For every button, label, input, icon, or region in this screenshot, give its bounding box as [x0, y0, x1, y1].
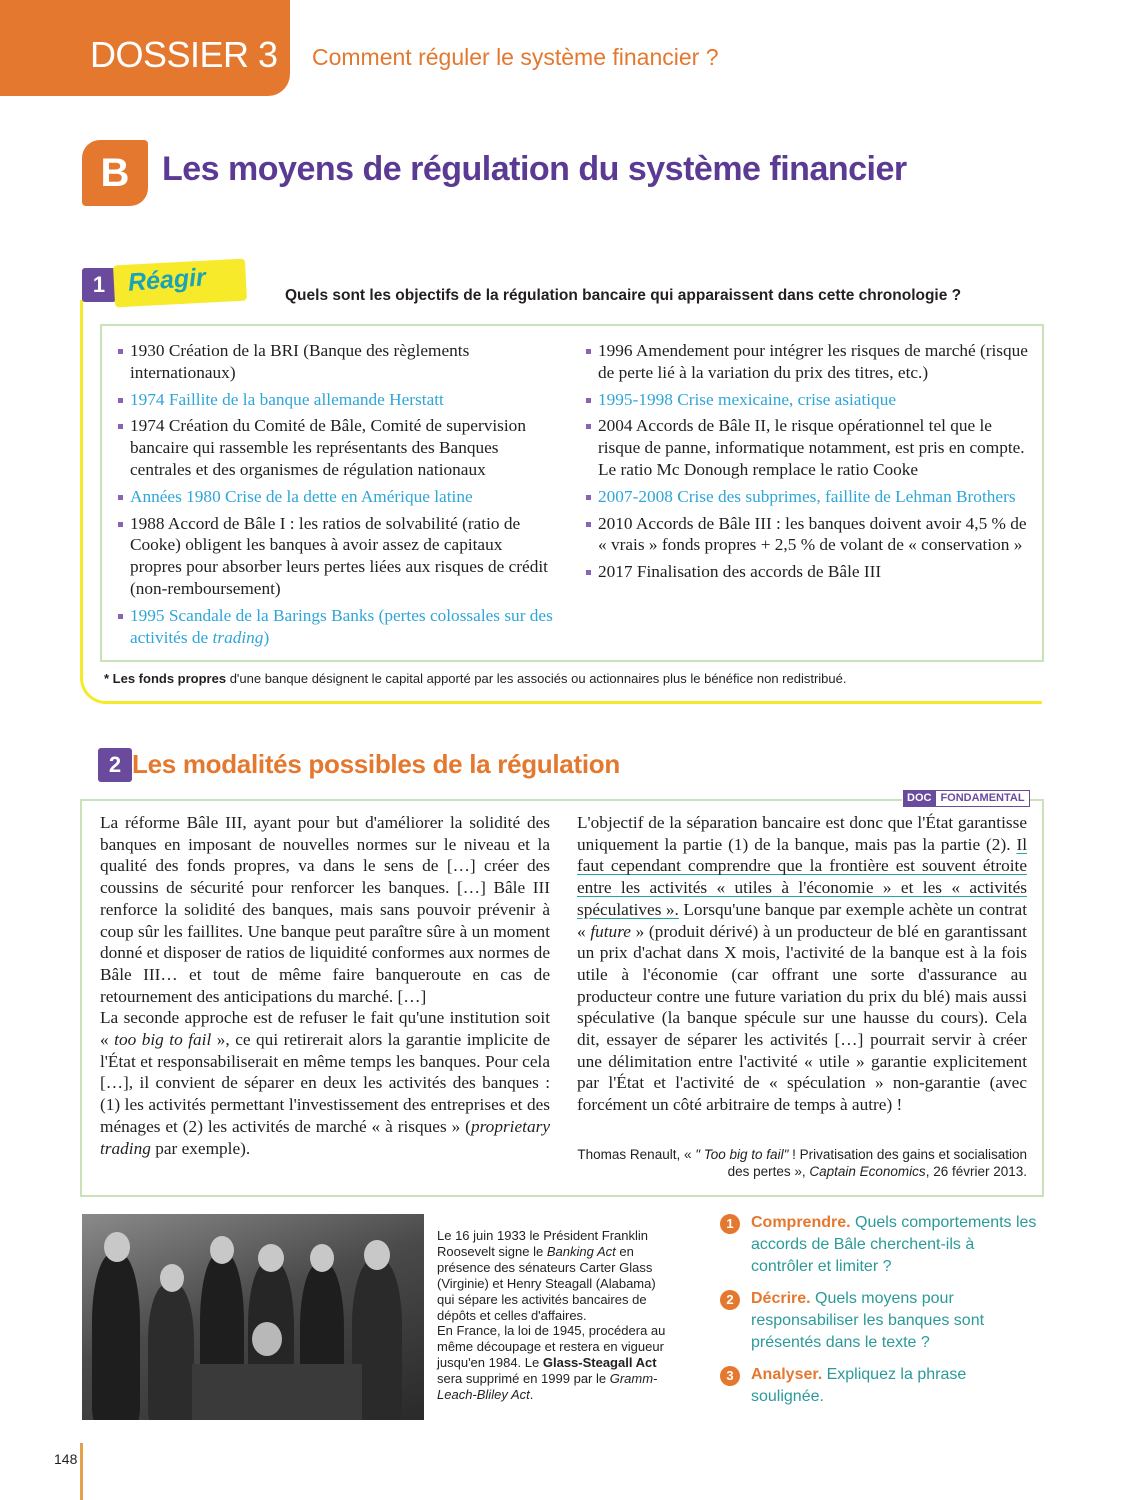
reagir-label: Réagir [127, 263, 207, 297]
doc1-question: Quels sont les objectifs de la régulation bancaire qui apparaissent dans cette chronologie ? [285, 287, 962, 304]
underlined-sentence: Il faut cependant comprendre que la frontière est souvent étroite entre les activités « utiles à l'économie » et les « activités spéculatives ». [577, 834, 1027, 919]
timeline-item: 1996 Amendement pour intégrer les risques de marché (risque de perte lié à la variation du prix des titres, etc.) [586, 340, 1032, 384]
questions-list [720, 1212, 1040, 1418]
doc2-title: Les modalités possibles de la régulation [132, 749, 620, 779]
timeline-right-column [586, 340, 1032, 588]
doc2-paragraph: La réforme Bâle III, ayant pour but d'améliorer la solidité des banques en imposant de nouvelles normes sur le niveau et la qualité des fonds propres, va dans le sens de […] créer des coussins de sécurité pour renforcer les banques. […] Bâle III renforce la solidité des banques, mais sans pouvoir prévenir à coup sûr les faillites. Une banque peut paraître sûre à un moment donné et disposer de ratios de liquidité conformes aux normes de Bâle III… et tout de même faire banqueroute en cas de retournement des anticipations du marché. […] [100, 813, 550, 1006]
doc2-left-text [100, 812, 550, 1159]
historical-photo [82, 1214, 424, 1420]
dossier-question: Comment réguler le système financier ? [312, 44, 719, 70]
timeline-item: 2010 Accords de Bâle III : les banques doivent avoir 4,5 % de « vrais » fonds propres + 2,5 % de volant de « conservation » [586, 513, 1032, 557]
doc2-number-badge: 2 [98, 748, 132, 782]
timeline-item: 1974 Création du Comité de Bâle, Comité de supervision bancaire qui rassemble les représentants des Banques centrales et des organismes de régulation nationaux [118, 415, 558, 480]
doc2-paragraph: La seconde approche est de refuser le fait qu'une institution soit « too big to fail », ce qui retirerait alors la garantie implicite de l'État et responsabiliserait en même temps les banques. Pour cela […], il convient de séparer en deux les activités des banques : (1) les activités permettant l'investissement des entreprises et des ménages et (2) les activités de marché « à risques » (proprietary trading par exemple). [100, 1008, 550, 1158]
doc2-box-top-border [80, 799, 902, 801]
timeline-item: 2007-2008 Crise des subprimes, faillite de Lehman Brothers [586, 486, 1032, 508]
question-number: 3 [720, 1366, 740, 1386]
doc2-right-text [577, 812, 1027, 1116]
photo-caption: Le 16 juin 1933 le Président Franklin Roosevelt signe le Banking Act en présence des sénateurs Carter Glass (Virginie) et Henry Steagall (Alabama) qui sépare les activités bancaires de dépôts et celles d'affaires. En France, la loi de 1945, procédera au même découpage et restera en vigueur jusqu'en 1984. Le Glass-Steagall Act sera supprimé en 1999 par le Gramm-Leach-Bliley Act. [437, 1228, 666, 1403]
timeline-item: 1988 Accord de Bâle I : les ratios de solvabilité (ratio de Cooke) obligent les banques à avoir assez de capitaux propres pour absorber leurs pertes liées aux risques de crédit (non-remboursement) [118, 513, 558, 600]
doc2-box-top-border-right [1028, 799, 1044, 801]
footnote: * Les fonds propres d'une banque désignent le capital apporté par les associés ou actionnaires plus le bénéfice non redistribué. [104, 671, 847, 686]
timeline-item: 1995-1998 Crise mexicaine, crise asiatique [586, 389, 1032, 411]
question-item: 1 Comprendre. Quels comportements les accords de Bâle cherchent-ils à contrôler et limiter ? [720, 1212, 1040, 1278]
doc1-number-badge: 1 [82, 268, 116, 302]
timeline-item: 1974 Faillite de la banque allemande Herstatt [118, 389, 558, 411]
page-number: 148 [54, 1451, 78, 1467]
question-number: 1 [720, 1214, 740, 1234]
doc-fondamental-tag [903, 790, 1030, 807]
doc2-paragraph: L'objectif de la séparation bancaire est donc que l'État garantisse uniquement la partie (1) de la banque, mais pas la partie (2). Il faut cependant comprendre que la frontière est souvent étroite entre les activités « utiles à l'économie » et les « activités spéculatives ». Lorsqu'une banque par exemple achète un contrat « future » (produit dérivé) à un producteur de blé en garantissant un prix d'achat dans X mois, l'activité de la banque est à la fois utile à l'économie (car offrant une sorte d'assurance au producteur contre une future variation du prix du blé) mais aussi spéculative (la banque spécule sur une hausse du cours). Cela dit, essayer de séparer les activités […] pourrait servir à créer une délimitation entre l'activité « utile » garantie explicitement par l'État et l'activité de « spéculation » non-garantie (avec forcément un côté arbitraire de temps à autre) ! [577, 813, 1027, 1115]
question-number: 2 [720, 1290, 740, 1310]
question-item: 2 Décrire. Quels moyens pour responsabiliser les banques sont présentés dans le texte ? [720, 1288, 1040, 1354]
dossier-label: DOSSIER 3 [90, 34, 278, 75]
question-item: 3 Analyser. Expliquez la phrase soulignée. [720, 1364, 1040, 1408]
doc-tag: DOC [903, 790, 935, 807]
timeline-item: 2004 Accords de Bâle II, le risque opérationnel tel que le risque de panne, informatique notamment, est pris en compte. Le ratio Mc Donough remplace le ratio Cooke [586, 415, 1032, 480]
timeline-item: Années 1980 Crise de la dette en Amérique latine [118, 486, 558, 508]
fondamental-tag: FONDAMENTAL [935, 790, 1029, 807]
timeline-item: 1930 Création de la BRI (Banque des règlements internationaux) [118, 340, 558, 384]
timeline-item: 1995 Scandale de la Barings Banks (pertes colossales sur des activités de trading) [118, 605, 558, 649]
page-number-bar [80, 1443, 83, 1500]
section-letter-badge: B [82, 140, 148, 206]
doc2-source: Thomas Renault, « " Too big to fail" ! Privatisation des gains et socialisation des pertes », Captain Economics, 26 février 2013. [577, 1147, 1027, 1179]
timeline-item: 2017 Finalisation des accords de Bâle III [586, 561, 1032, 583]
timeline-left-column [118, 340, 558, 653]
section-title: Les moyens de régulation du système financier [162, 150, 907, 188]
